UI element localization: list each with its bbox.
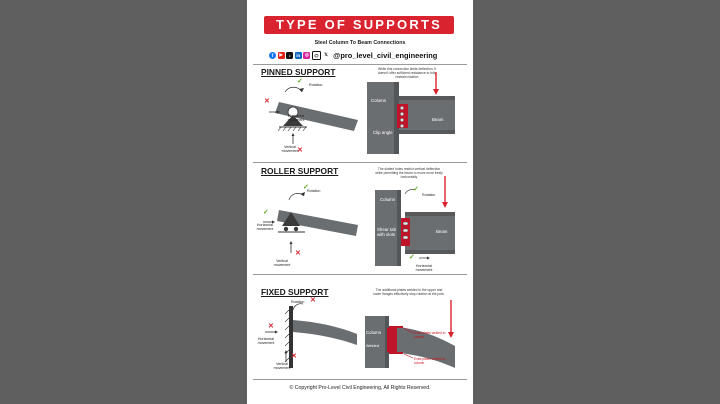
- roller-horizontal-right-label: Horizontal movement: [415, 264, 433, 273]
- vertical-blocked-cross-icon: ✕: [297, 147, 303, 154]
- title-banner: TYPE OF SUPPORTS: [264, 16, 454, 34]
- clip-angle-label: Clip angle: [373, 130, 393, 135]
- copyright: © Copyright Pro-Level Civil Engineering, All Rights Reserved.: [289, 385, 431, 391]
- roller-section-title: ROLLER SUPPORT: [261, 166, 339, 176]
- vertical-blocked-cross-icon: ✕: [291, 353, 297, 360]
- pinned-section-title: PINNED SUPPORT: [261, 67, 336, 77]
- rotation-allowed-check-icon: ✓: [297, 78, 303, 85]
- pinned-vertical-label: Vertical movement: [281, 145, 299, 154]
- horizontal-allowed-check-icon: ✓: [409, 254, 415, 261]
- bottom-plate-label: Extra plates welded to column: [414, 357, 446, 366]
- fixed-connection-plate: [387, 328, 397, 352]
- tiktok-icon: ♪: [286, 52, 293, 59]
- roller-note: The slotted holes restrict vertical deflection while permitting the beam to move more freely horizontally: [375, 167, 443, 179]
- rotation-allowed-check-icon: ✓: [413, 186, 419, 193]
- horizontal-allowed-check-icon: ✓: [263, 209, 269, 216]
- roller-rotation-right-label: Rotation: [422, 193, 436, 197]
- load-arrow: [448, 332, 454, 338]
- roller-beam-label: Beam: [436, 229, 448, 234]
- threads-icon: @: [312, 51, 321, 60]
- vertical-blocked-cross-icon: ✕: [295, 250, 301, 257]
- fixed-right-diagram: [247, 0, 473, 404]
- infographic-poster: [247, 0, 473, 404]
- pinned-horizontal-label: Horizontal movement: [287, 114, 305, 123]
- facebook-icon: f: [269, 52, 276, 59]
- pinned-column-label: Column: [371, 98, 387, 103]
- pinned-note: While this connection limits deflection, it doesn't offer sufficient resistance to fully restrain rotation: [377, 67, 437, 79]
- fixed-horizontal-label: Horizontal movement: [257, 337, 275, 346]
- instagram-icon: ◎: [304, 52, 309, 57]
- social-handle: @pro_level_civil_engineering: [333, 50, 438, 60]
- fixed-vertical-label: Vertical movement: [273, 362, 291, 371]
- fixed-column-label: Column: [366, 330, 382, 335]
- fixed-note: The additional plates welded to the upper and lower flanges effectively stop rotation at the joint.: [373, 288, 445, 296]
- subtitle: Steel Column To Beam Connections: [314, 40, 406, 46]
- roller-rotation-label: Rotation: [307, 189, 321, 193]
- rotation-blocked-cross-icon: ✕: [310, 297, 316, 304]
- linkedin-icon: in: [296, 52, 301, 58]
- top-plate-label: Extra plates welded to column: [414, 331, 446, 340]
- roller-column-label: Column: [380, 197, 396, 202]
- youtube-icon: ▶: [279, 52, 283, 57]
- roller-horizontal-label: Horizontal movement: [256, 223, 274, 232]
- horizontal-blocked-cross-icon: ✕: [264, 98, 270, 105]
- fixed-section-title: FIXED SUPPORT: [261, 287, 329, 297]
- pinned-rotation-label: Rotation: [309, 83, 323, 87]
- rotation-allowed-check-icon: ✓: [303, 184, 309, 191]
- shear-tab-label: Shear tab with slots: [377, 227, 397, 237]
- welded-label: Welded: [366, 344, 379, 348]
- pinned-beam-label: Beam: [432, 117, 444, 122]
- horizontal-blocked-cross-icon: ✕: [268, 323, 274, 330]
- x-icon: 𝕏: [324, 52, 328, 57]
- fixed-rotation-label: Rotation: [291, 300, 305, 304]
- roller-vertical-label: Vertical movement: [273, 259, 291, 268]
